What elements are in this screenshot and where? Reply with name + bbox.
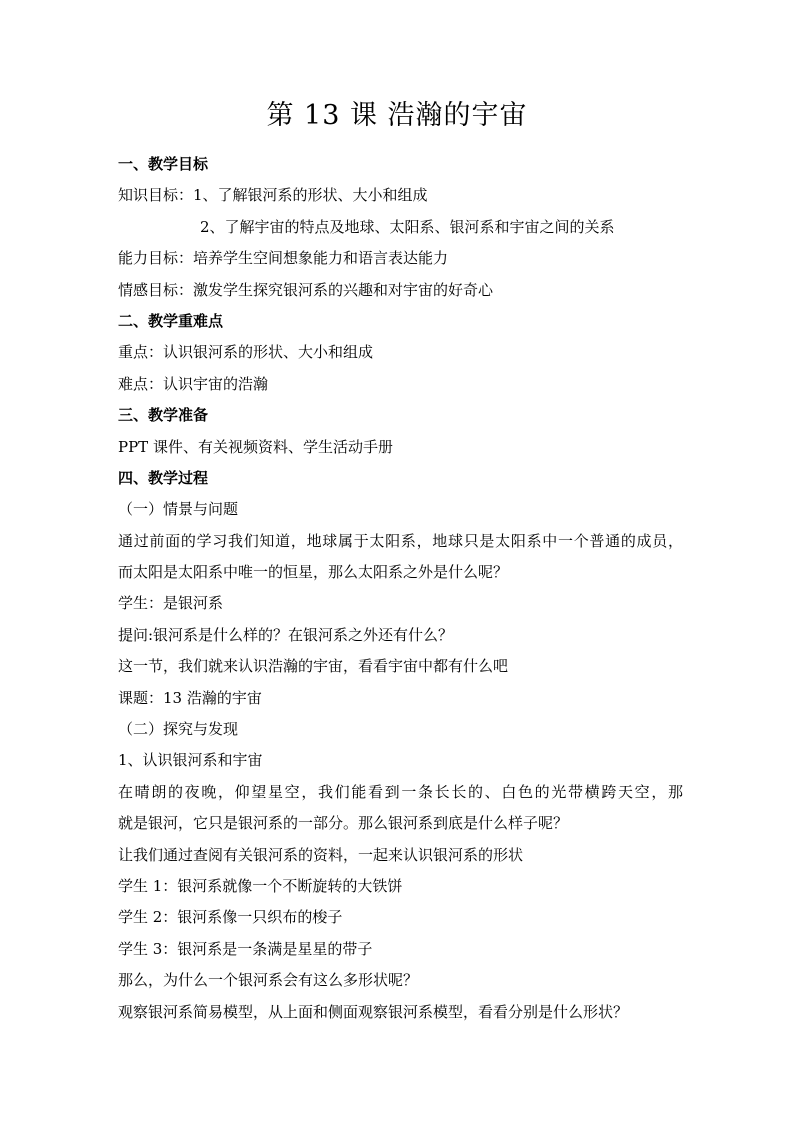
paragraph-line: 这一节，我们就来认识浩瀚的宇宙，看看宇宙中都有什么吧	[118, 657, 509, 676]
student-answer: 学生 3：银河系是一条满是星星的带子	[118, 939, 373, 958]
paragraph-line: 观察银河系简易模型，从上面和侧面观察银河系模型，看看分别是什么形状？	[118, 1002, 629, 1021]
section-heading-objectives: 一、教学目标	[118, 155, 209, 173]
student-answer: 学生 2：银河系像一只织布的梭子	[118, 908, 343, 927]
section-heading-process: 四、教学过程	[118, 468, 209, 487]
document-title: 第 13 课 浩瀚的宇宙	[266, 100, 528, 131]
paragraph-line: 在晴朗的夜晚，仰望星空，我们能看到一条长长的、白色的光带横跨天空，那	[118, 782, 683, 801]
paragraph-line: 让我们通过查阅有关银河系的资料，一起来认识银河系的形状	[118, 845, 524, 864]
student-answer: 学生 1：银河系就像一个不断旋转的大铁饼	[118, 876, 403, 895]
paragraph-line: 就是银河，它只是银河系的一部分。那么银河系到底是什么样子呢？	[118, 814, 569, 833]
document-body	[118, 149, 683, 1028]
paragraph-line: 而太阳是太阳系中唯一的恒星，那么太阳系之外是什么呢？	[118, 563, 509, 582]
key-point: 重点：认识银河系的形状、大小和组成	[118, 343, 374, 362]
question-line: 提问:银河系是什么样的？在银河系之外还有什么？	[118, 625, 454, 644]
subsection-explore: （二）探究与发现	[118, 720, 239, 739]
subsection-scenario: （一）情景与问题	[118, 500, 239, 519]
student-answer: 学生：是银河系	[118, 594, 224, 613]
ability-objective: 能力目标：培养学生空间想象能力和语言表达能力	[118, 249, 449, 268]
knowledge-objective-2: 2、了解宇宙的特点及地球、太阳系、银河系和宇宙之间的关系	[200, 217, 615, 236]
section-heading-preparation: 三、教学准备	[118, 406, 209, 425]
paragraph-line: 通过前面的学习我们知道，地球属于太阳系，地球只是太阳系中一个普通的成员，	[118, 531, 683, 550]
question-line: 那么，为什么一个银河系会有这么多形状呢？	[118, 971, 419, 990]
section-heading-key-points: 二、教学重难点	[118, 311, 224, 330]
difficult-point: 难点：认识宇宙的浩瀚	[118, 374, 269, 393]
knowledge-objective-1: 知识目标：1、了解银河系的形状、大小和组成	[118, 186, 428, 205]
emotion-objective: 情感目标：激发学生探究银河系的兴趣和对宇宙的好奇心	[118, 280, 494, 299]
preparation-materials: PPT 课件、有关视频资料、学生活动手册	[118, 437, 393, 456]
lesson-topic: 课题：13 浩瀚的宇宙	[118, 688, 262, 707]
item-heading: 1、认识银河系和宇宙	[118, 751, 263, 770]
